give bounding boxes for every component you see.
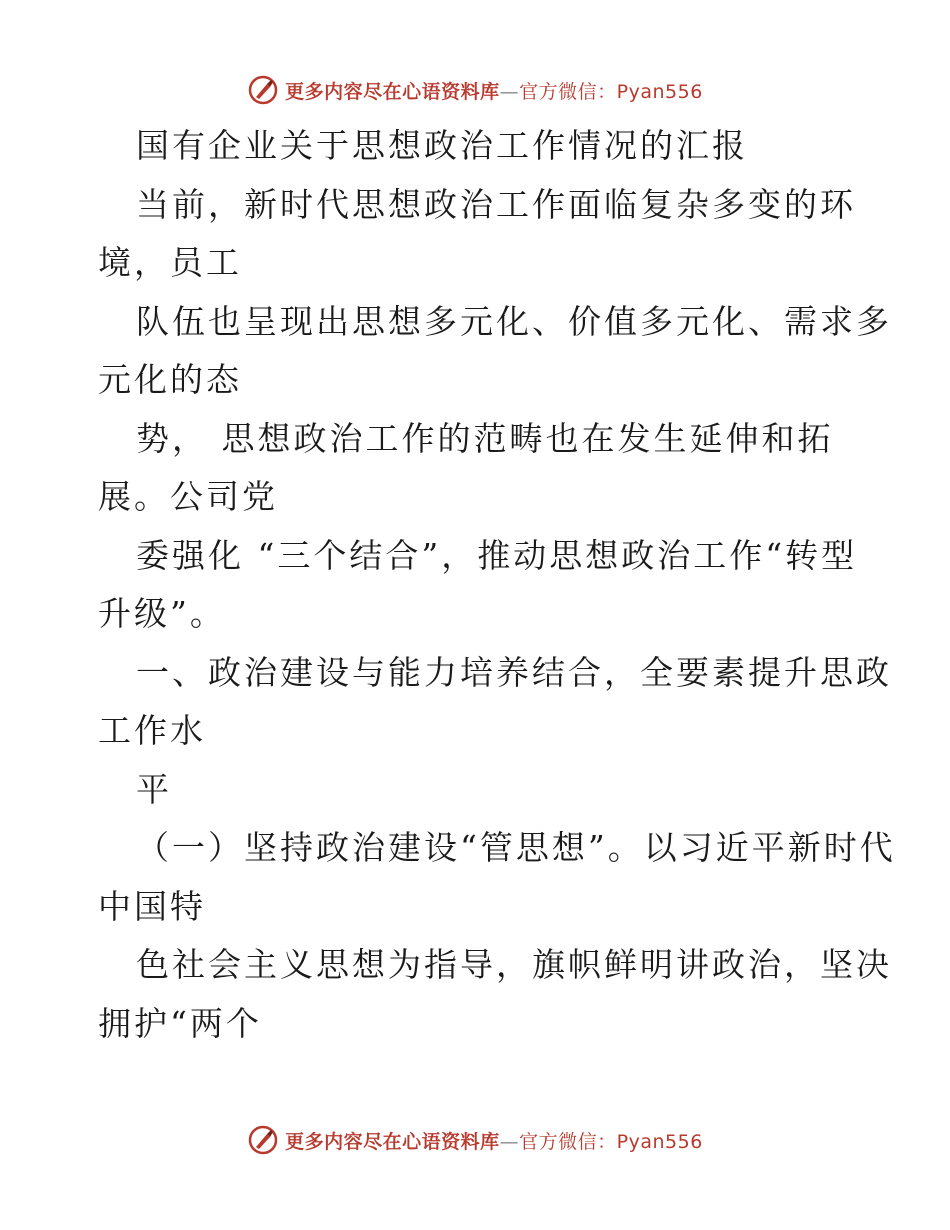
paragraph-line: 拥护“两个 — [98, 1004, 262, 1043]
watermark-text — [285, 1127, 703, 1154]
watermark-contact: 官方微信：Pyan556 — [519, 1130, 703, 1153]
section-heading: 一、政治建设与能力培养结合，全要素提升思政 — [136, 653, 892, 692]
paragraph-line: 升级”。 — [98, 594, 226, 633]
watermark-brand: 更多内容尽在心语资料库 — [285, 1130, 500, 1153]
paragraph-line: 中国特 — [98, 887, 206, 926]
paragraph-line: 当前，新时代思想政治工作面临复杂多变的环 — [136, 185, 856, 224]
paragraph-line: 势， 思想政治工作的范畴也在发生延伸和拓 — [136, 419, 834, 458]
paragraph-line: 队伍也呈现出思想多元化、价值多元化、需求多 — [136, 302, 892, 341]
watermark-separator: — — [499, 80, 520, 103]
paragraph-line: 境，员工 — [98, 243, 242, 282]
paragraph-line: 展。公司党 — [98, 477, 278, 516]
header-watermark — [0, 70, 950, 110]
section-heading-cont: 平 — [136, 770, 172, 809]
watermark-brand: 更多内容尽在心语资料库 — [285, 80, 500, 103]
subsection-heading: （一）坚持政治建设“管思想”。以习近平新时代 — [136, 828, 896, 867]
pen-logo-icon — [247, 74, 279, 106]
watermark-text — [285, 77, 703, 104]
footer-watermark — [0, 1120, 950, 1160]
watermark-contact: 官方微信：Pyan556 — [519, 80, 703, 103]
document-title: 国有企业关于思想政治工作情况的汇报 — [136, 126, 748, 165]
pen-logo-icon — [247, 1124, 279, 1156]
paragraph-line: 委强化 “三个结合”，推动思想政治工作“转型 — [136, 536, 858, 575]
paragraph-line: 色社会主义思想为指导，旗帜鲜明讲政治，坚决 — [136, 945, 892, 984]
section-heading-cont: 工作水 — [98, 711, 206, 750]
paragraph-line: 元化的态 — [98, 360, 242, 399]
watermark-separator: — — [499, 1130, 520, 1153]
